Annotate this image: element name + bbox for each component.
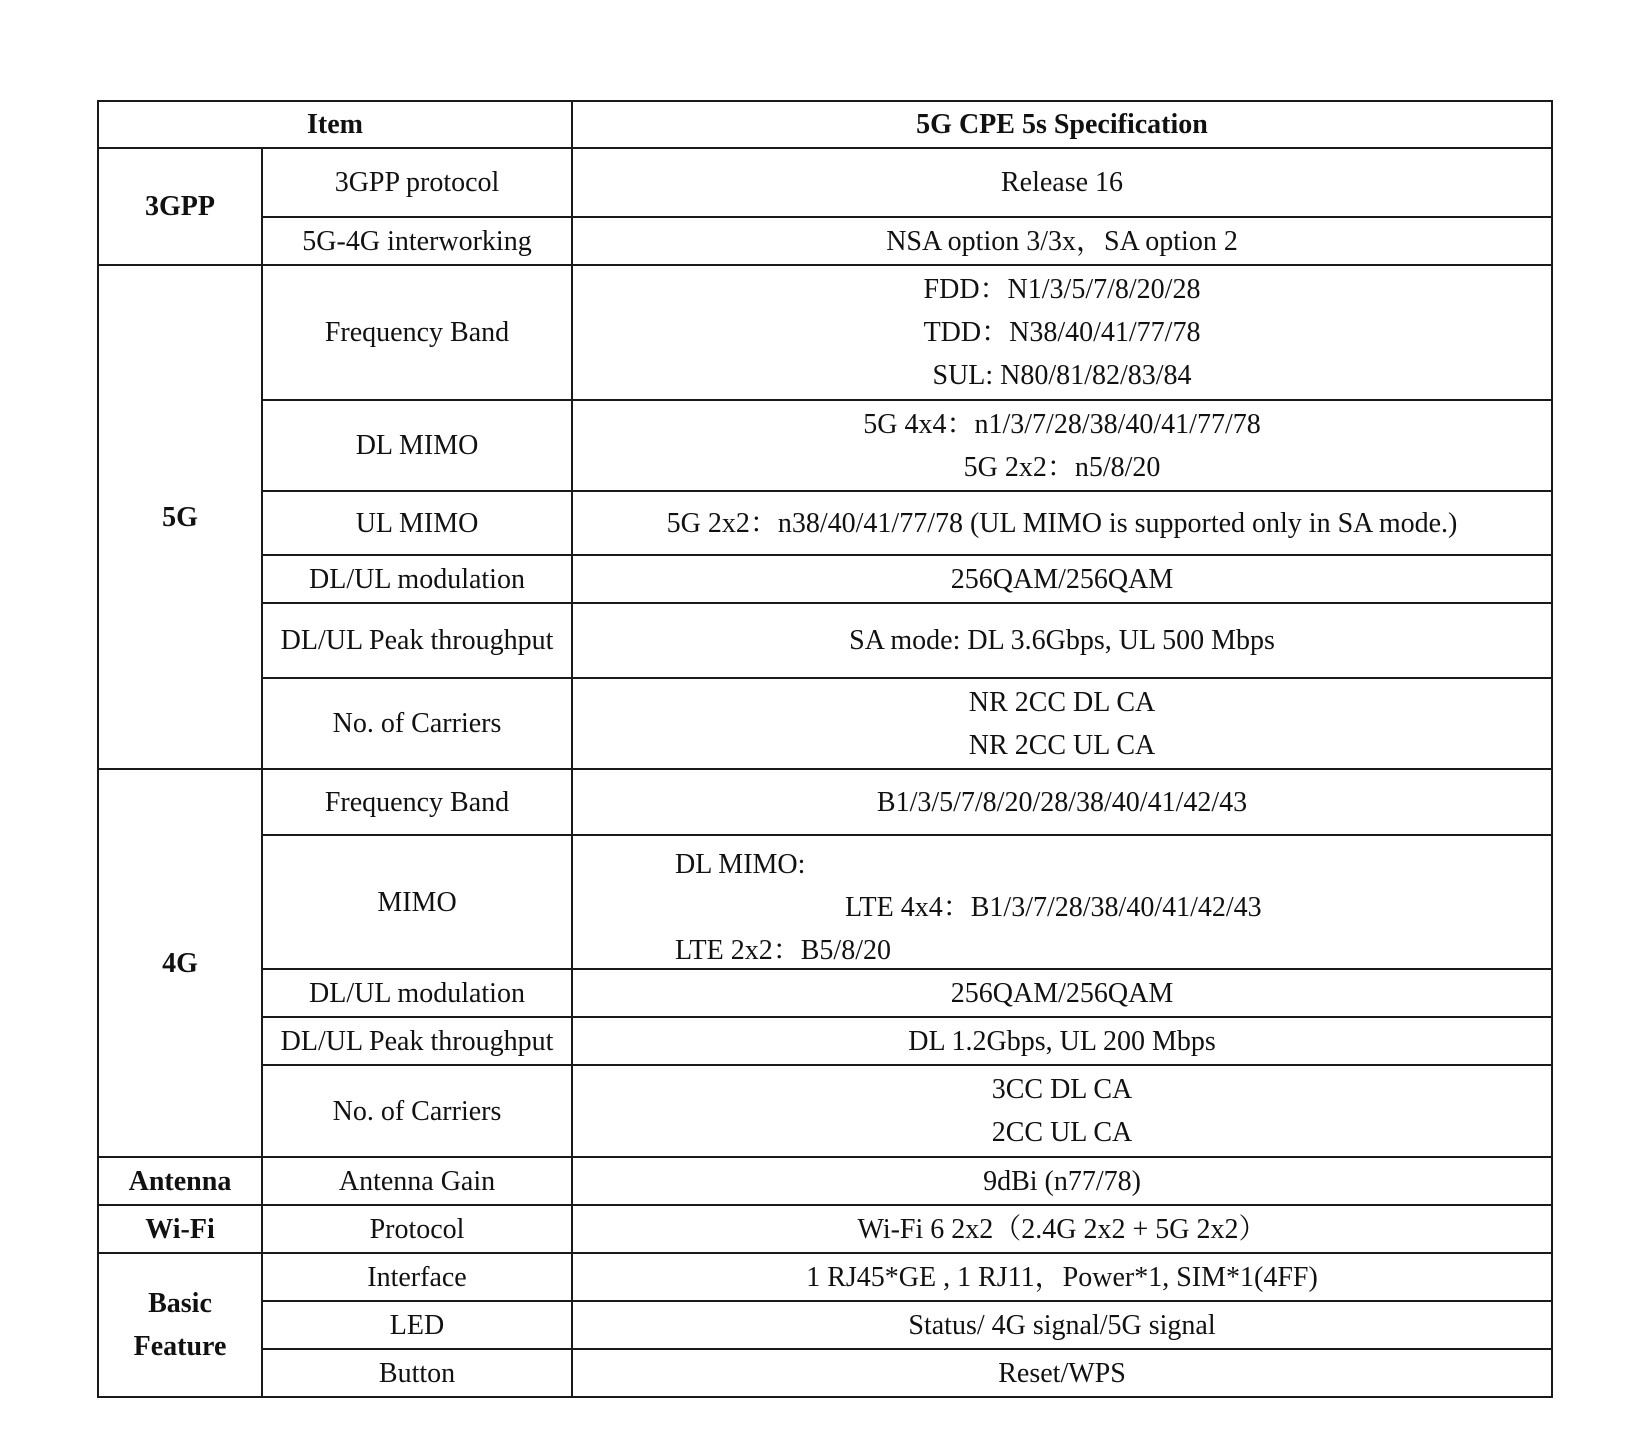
item-cell: DL/UL Peak throughput	[262, 1017, 572, 1065]
group-5g: 5G	[98, 265, 262, 769]
value-cell: 5G 2x2：n38/40/41/77/78 (UL MIMO is supported only in SA mode.)	[572, 491, 1552, 555]
item-cell: No. of Carriers	[262, 678, 572, 769]
header-item: Item	[98, 101, 572, 148]
table-row	[98, 217, 1552, 265]
table-row	[98, 1065, 1552, 1157]
table-row	[98, 491, 1552, 555]
value-line: 3CC DL CA	[991, 1074, 1133, 1105]
value-line: TDD：N38/40/41/77/78	[923, 317, 1201, 348]
item-cell: MIMO	[262, 835, 572, 969]
item-cell: DL/UL modulation	[262, 555, 572, 603]
item-cell: UL MIMO	[262, 491, 572, 555]
item-cell: Button	[262, 1349, 572, 1397]
group-4g: 4G	[98, 769, 262, 1157]
item-cell: No. of Carriers	[262, 1065, 572, 1157]
table-row	[98, 1349, 1552, 1397]
item-cell: DL MIMO	[262, 400, 572, 491]
value-cell	[572, 678, 1552, 769]
value-cell: SA mode: DL 3.6Gbps, UL 500 Mbps	[572, 603, 1552, 678]
table-row	[98, 1157, 1552, 1205]
value-line: FDD：N1/3/5/7/8/20/28	[923, 274, 1201, 305]
table-row	[98, 1253, 1552, 1301]
spec-table	[97, 100, 1553, 1398]
value-cell: B1/3/5/7/8/20/28/38/40/41/42/43	[572, 769, 1552, 835]
value-cell	[572, 265, 1552, 400]
value-cell	[572, 1065, 1552, 1157]
value-cell: Status/ 4G signal/5G signal	[572, 1301, 1552, 1349]
value-cell: DL 1.2Gbps, UL 200 Mbps	[572, 1017, 1552, 1065]
value-line: SUL: N80/81/82/83/84	[932, 360, 1192, 391]
value-cell: 9dBi (n77/78)	[572, 1157, 1552, 1205]
table-row	[98, 1205, 1552, 1253]
group-antenna: Antenna	[98, 1157, 262, 1205]
value-line: DL MIMO:	[675, 848, 806, 880]
value-cell: 1 RJ45*GE , 1 RJ11，Power*1, SIM*1(4FF)	[572, 1253, 1552, 1301]
value-line: LTE 2x2：B5/8/20	[675, 934, 891, 966]
value-cell	[572, 835, 1552, 969]
value-line: NR 2CC UL CA	[968, 729, 1156, 761]
item-cell: Frequency Band	[262, 265, 572, 400]
value-cell: NSA option 3/3x，SA option 2	[572, 217, 1552, 265]
value-line: 5G 4x4：n1/3/7/28/38/40/41/77/78	[863, 408, 1261, 440]
item-cell: 5G-4G interworking	[262, 217, 572, 265]
value-line: 2CC UL CA	[991, 1117, 1133, 1148]
table-row	[98, 265, 1552, 400]
table-row	[98, 148, 1552, 217]
item-cell: 3GPP protocol	[262, 148, 572, 217]
value-cell: Wi-Fi 6 2x2（2.4G 2x2 + 5G 2x2）	[572, 1205, 1552, 1253]
value-cell: 256QAM/256QAM	[572, 555, 1552, 603]
table-row	[98, 400, 1552, 491]
value-cell: 256QAM/256QAM	[572, 969, 1552, 1017]
mimo-block	[573, 837, 1551, 968]
table-header-row	[98, 101, 1552, 148]
table-row	[98, 1301, 1552, 1349]
table-row	[98, 678, 1552, 769]
item-cell: DL/UL modulation	[262, 969, 572, 1017]
table-row	[98, 1017, 1552, 1065]
item-cell: Interface	[262, 1253, 572, 1301]
group-3gpp: 3GPP	[98, 148, 262, 265]
table-row	[98, 769, 1552, 835]
value-cell	[572, 400, 1552, 491]
value-cell: Release 16	[572, 148, 1552, 217]
group-basic-feature	[98, 1253, 262, 1397]
header-spec: 5G CPE 5s Specification	[572, 101, 1552, 148]
group-basic-line: Basic	[148, 1288, 212, 1319]
item-cell: DL/UL Peak throughput	[262, 603, 572, 678]
table-row	[98, 835, 1552, 969]
table-row	[98, 555, 1552, 603]
value-line: NR 2CC DL CA	[968, 686, 1156, 718]
group-basic-line: Feature	[133, 1331, 227, 1362]
table-row	[98, 969, 1552, 1017]
item-cell: Antenna Gain	[262, 1157, 572, 1205]
table-row	[98, 603, 1552, 678]
value-line: 5G 2x2：n5/8/20	[963, 451, 1161, 483]
item-cell: Frequency Band	[262, 769, 572, 835]
group-wifi: Wi-Fi	[98, 1205, 262, 1253]
item-cell: Protocol	[262, 1205, 572, 1253]
item-cell: LED	[262, 1301, 572, 1349]
value-line: LTE 4x4：B1/3/7/28/38/40/41/42/43	[845, 891, 1262, 923]
value-cell: Reset/WPS	[572, 1349, 1552, 1397]
